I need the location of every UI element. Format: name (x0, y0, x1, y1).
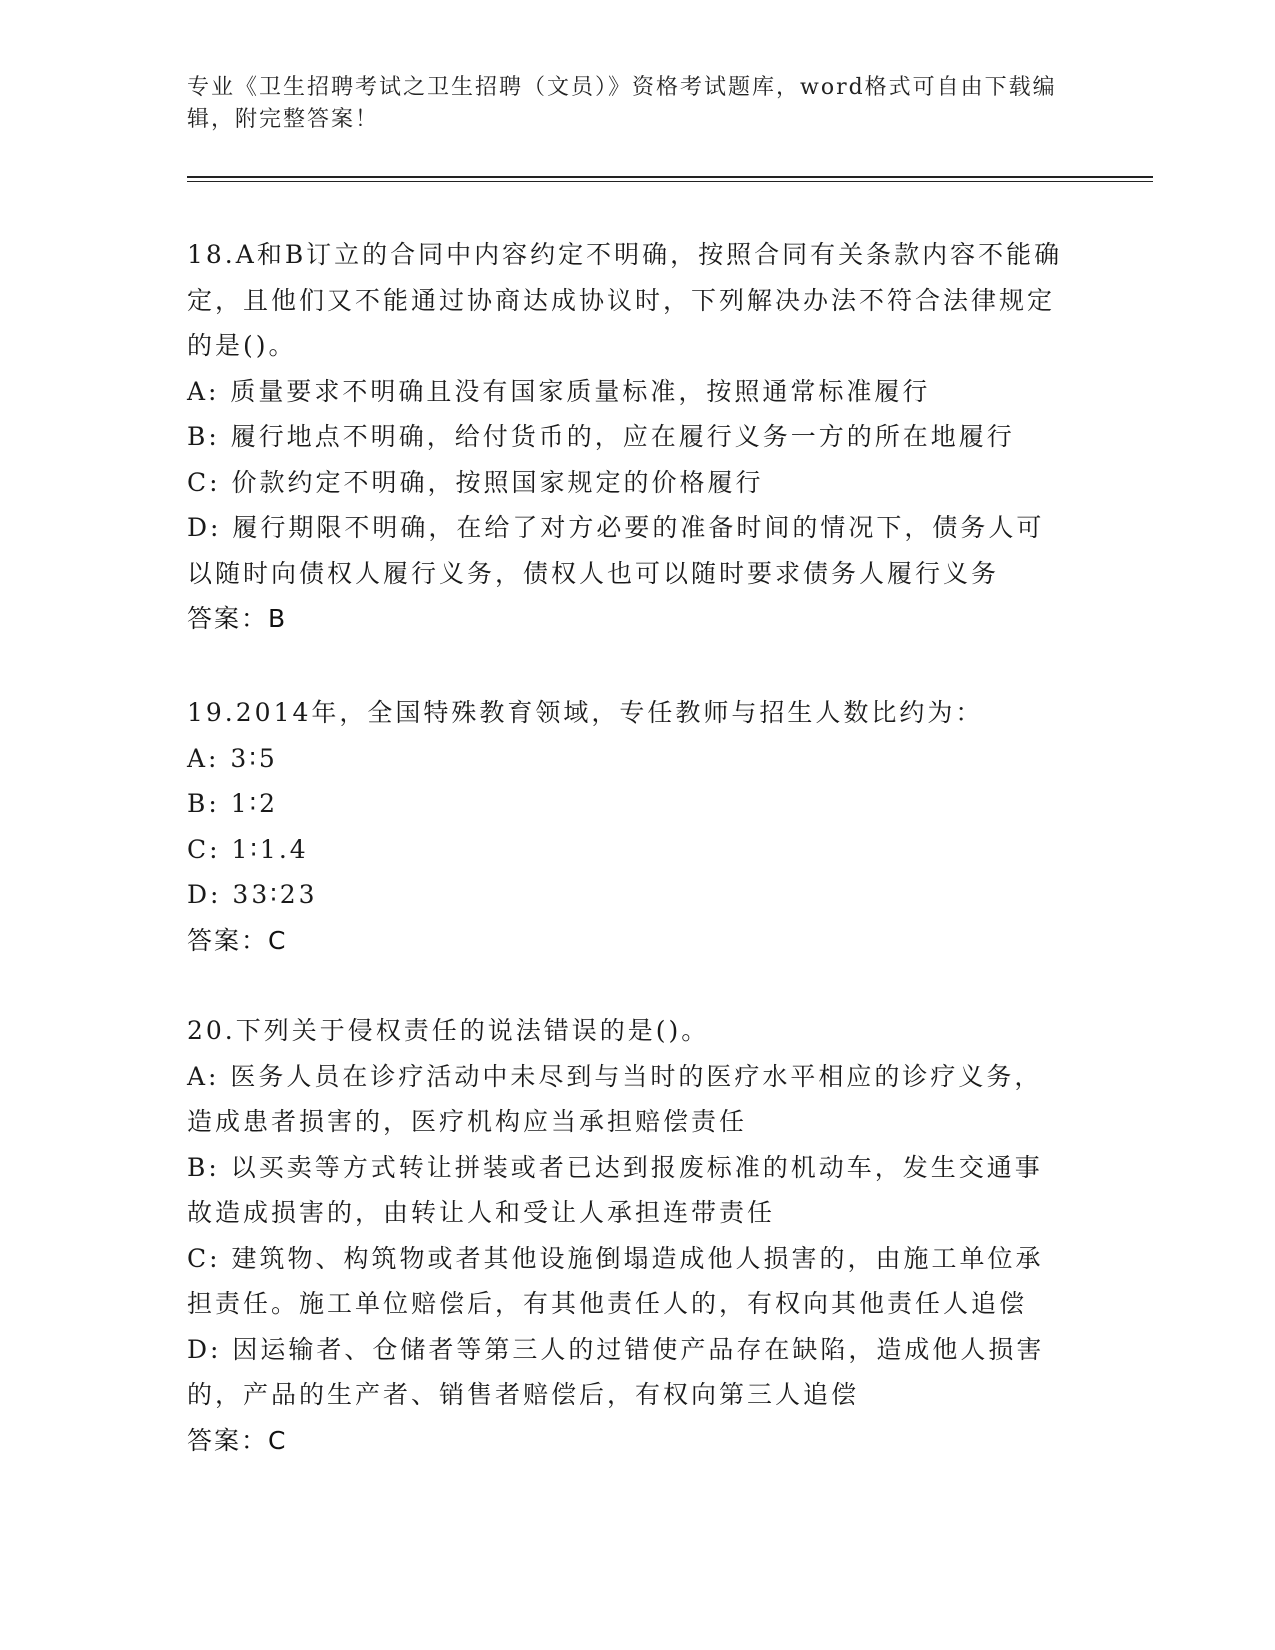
option-d: D: 33∶23 (187, 880, 318, 909)
option-a: A: 医务人员在诊疗活动中未尽到与当时的医疗水平相应的诊疗义务，造成患者损害的，医疗机构应当承担赔偿责任 (187, 1061, 1043, 1136)
answer-label: 答案：C (187, 925, 288, 955)
option-d: D: 履行期限不明确，在给了对方必要的准备时间的情况下，债务人可以随时向债权人履行义务，债权人也可以随时要求债务人履行义务 (187, 513, 1045, 588)
header-divider-thin (187, 181, 1153, 182)
option-c: C: 建筑物、构筑物或者其他设施倒塌造成他人损害的，由施工单位承担责任。施工单位赔偿后，有其他责任人的，有权向其他责任人追偿 (187, 1243, 1044, 1318)
option-b: B: 1∶2 (187, 789, 279, 818)
option-a: A: 质量要求不明确且没有国家质量标准，按照通常标准履行 (187, 376, 931, 406)
option-c: C: 1∶1.4 (187, 834, 309, 864)
question-text: 20.下列关于侵权责任的说法错误的是()。 (187, 1016, 710, 1045)
question-20 (187, 1008, 1067, 1463)
question-18 (187, 232, 1067, 642)
option-b: B: 履行地点不明确，给付货币的，应在履行义务一方的所在地履行 (187, 422, 1015, 451)
question-text: 18.A和B订立的合同中内容约定不明确，按照合同有关条款内容不能确定，且他们又不能通过协商达成协议时，下列解决办法不符合法律规定的是()。 (187, 240, 1063, 360)
question-19 (187, 690, 1067, 963)
option-c: C: 价款约定不明确，按照国家规定的价格履行 (187, 467, 764, 497)
question-text: 19.2014年，全国特殊教育领域，专任教师与招生人数比约为： (187, 698, 984, 727)
answer-label: 答案：B (187, 604, 288, 633)
option-d: D: 因运输者、仓储者等第三人的过错使产品存在缺陷，造成他人损害的，产品的生产者、销售者赔偿后，有权向第三人追偿 (187, 1334, 1045, 1409)
document-header: 专业《卫生招聘考试之卫生招聘（文员）》资格考试题库，word格式可自由下载编辑，附完整答案！ (187, 75, 1057, 132)
option-a: A: 3∶5 (187, 743, 278, 773)
answer-label: 答案：C (187, 1425, 288, 1455)
header-divider-thick (187, 176, 1153, 178)
option-b: B: 以买卖等方式转让拼装或者已达到报废标准的机动车，发生交通事故造成损害的，由转让人和受让人承担连带责任 (187, 1152, 1043, 1227)
